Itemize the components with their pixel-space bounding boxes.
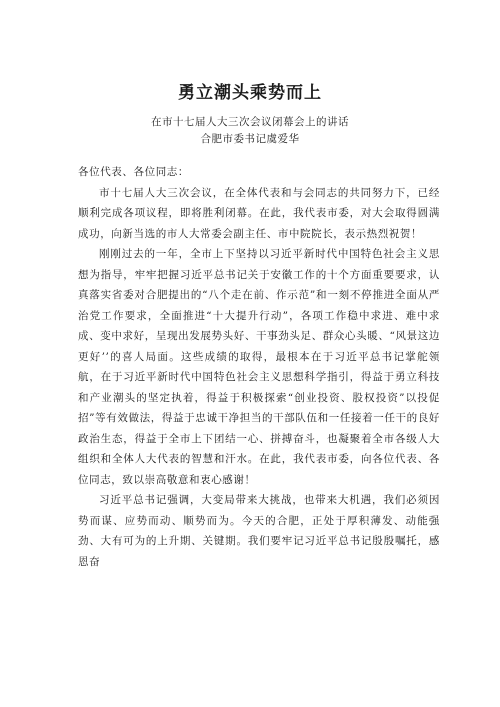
paragraph-3: 习近平总书记强调，大变局带来大挑战，也带来大机遇，我们必须因势而谋、应势而动、顺势而为。今天的合肥，正处于厚积薄发、动能强劲、大有可为的上升期、关键期。我们要牢记习近平总书记殷殷嘱托，感恩奋 — [78, 494, 440, 568]
paragraph-1: 市十七届人大三次会议，在全体代表和与会同志的共同努力下，已经顺利完成各项议程，即将胜利闭幕。在此，我代表市委，对大会取得圆满成功，向新当选的市人大常委会副主任、市中院院长，表示热烈祝贺！ — [78, 186, 440, 240]
speech-body — [78, 162, 440, 572]
document-title: 勇立潮头乘势而上 — [178, 83, 322, 103]
salutation: 各位代表、各位同志： — [78, 166, 189, 178]
document-subtitle-occasion: 在市十七届人大三次会议闭幕会上的讲话 — [151, 116, 349, 128]
paragraph-2: 刚刚过去的一年，全市上下坚持以习近平新时代中国特色社会主义思想为指导，牢牢把握习近平总书记关于安徽工作的十个方面重要要求，认真落实省委对合肥提出的“八个走在前、作示范”和一刻不停推进全面从严治党工作要求，全面推进“十大提升行动”，各项工作稳中求进、难中求成、变中求好，呈现出发展势头好、干事劲头足、群众心头暖、“风景这边更好’’的喜人局面。这些成绩的取得，最根本在于习近平总书记掌舵领航，在于习近平新时代中国特色社会主义思想科学指引，得益于勇立科技和产业潮头的坚定执着，得益于积极探索“创业投资、股权投资”以投促招”等有效做法，得益于忠诚干净担当的干部队伍和一任接着一任干的良好政治生态，得益于全市上下团结一心、拼搏奋斗，也凝聚着全市各级人大组织和全体人大代表的智慧和汗水。在此，我代表市委，向各位代表、各位同志，致以崇高敬意和衷心感谢！ — [78, 248, 440, 486]
document-subtitle-speaker: 合肥市委书记虞爱华 — [200, 133, 300, 145]
